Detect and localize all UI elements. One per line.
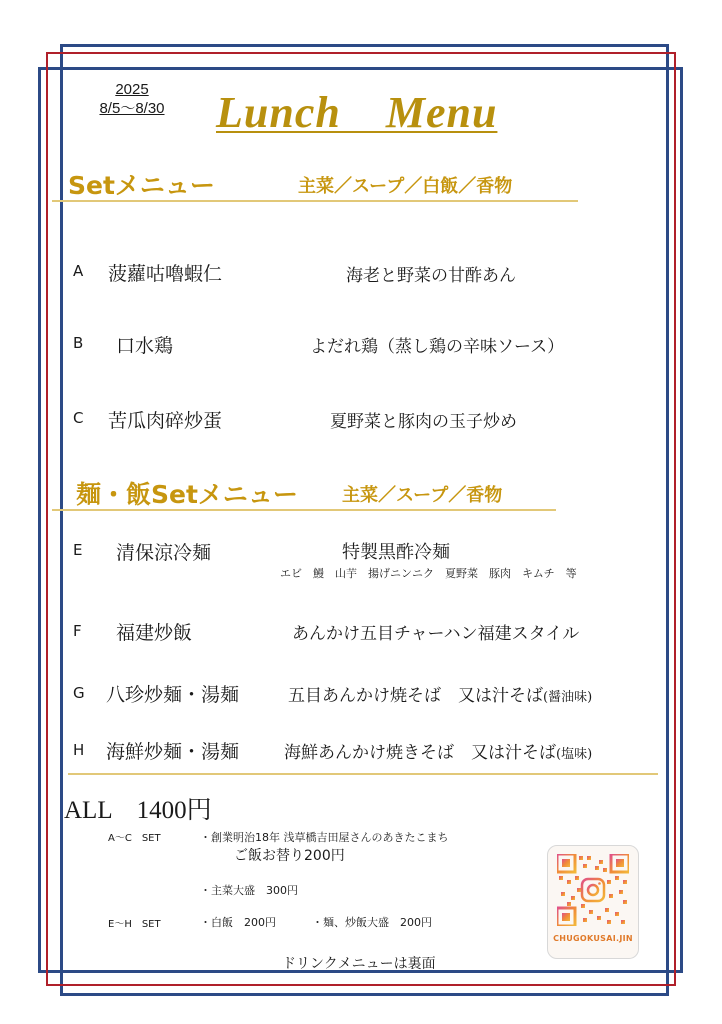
price: ALL 1400円 <box>64 797 212 824</box>
item-name: 苦瓜肉碎炒蛋 <box>108 410 223 432</box>
item-flavor: (醤油味) <box>543 690 593 705</box>
ac-large-note: ・主菜大盛 300円 <box>200 884 298 897</box>
set-menu-includes: 主菜／スープ／白飯／香物 <box>298 176 513 197</box>
item-ingredients: エビ 鰻 山芋 揚げニンニク 夏野菜 豚肉 キムチ 等 <box>280 567 577 580</box>
page-title: Lunch Menu <box>216 88 498 137</box>
ac-rice-note: ・創業明治18年 浅草橋吉田屋さんのあきたこまち <box>200 831 449 844</box>
footer-note: ドリンクメニューは裏面 <box>282 956 436 972</box>
item-desc: 特製黒酢冷麺 <box>342 542 450 563</box>
item-letter: E <box>73 541 83 559</box>
item-desc: 夏野菜と豚肉の玉子炒め <box>330 412 517 432</box>
item-desc: よだれ鶏（蒸し鶏の辛味ソース） <box>310 337 565 357</box>
divider <box>68 773 658 775</box>
item-letter: B <box>73 334 84 352</box>
eh-large-note: ・麺、炒飯大盛 200円 <box>312 916 432 929</box>
noodle-menu-title: 麺・飯Setメニュー <box>76 480 298 509</box>
period: 8/5〜8/30 <box>99 100 165 117</box>
qr-pattern <box>557 854 629 926</box>
year: 2025 <box>115 81 149 98</box>
item-name: 清保涼冷麺 <box>116 542 212 564</box>
item-desc: あんかけ五目チャーハン福建スタイル <box>292 624 580 644</box>
item-name: 菠蘿咕嚕蝦仁 <box>108 263 223 285</box>
item-name: 海鮮炒麺・湯麺 <box>106 741 240 763</box>
date-block <box>82 80 182 118</box>
item-desc-text: 海鮮あんかけ焼きそば 又は汁そば <box>284 743 556 763</box>
item-flavor: (塩味) <box>556 747 593 762</box>
eh-set-label: E〜H SET <box>108 919 161 930</box>
item-letter: G <box>73 684 85 702</box>
qr-code[interactable] <box>547 845 639 959</box>
item-desc <box>284 738 592 763</box>
item-name: 八珍炒麺・湯麺 <box>106 684 240 706</box>
divider <box>52 509 556 511</box>
item-desc-text: 五目あんかけ焼そば 又は汁そば <box>288 686 543 706</box>
noodle-menu-includes: 主菜／スープ／香物 <box>342 485 503 506</box>
set-menu-title: Setメニュー <box>68 171 215 200</box>
ac-set-label: A〜C SET <box>108 833 161 844</box>
item-letter: A <box>73 262 84 280</box>
item-name: 口水鶏 <box>116 335 174 357</box>
item-name: 福建炒飯 <box>116 622 193 644</box>
item-desc: 海老と野菜の甘酢あん <box>346 266 516 286</box>
divider <box>52 200 578 202</box>
item-letter: C <box>73 409 84 427</box>
ac-refill-note: ご飯お替り200円 <box>234 848 345 864</box>
item-letter: H <box>73 741 85 759</box>
item-desc <box>288 681 592 706</box>
item-letter: F <box>73 622 82 640</box>
qr-handle: CHUGOKUSAI.JIN <box>553 934 633 943</box>
eh-rice-note: ・白飯 200円 <box>200 916 276 929</box>
